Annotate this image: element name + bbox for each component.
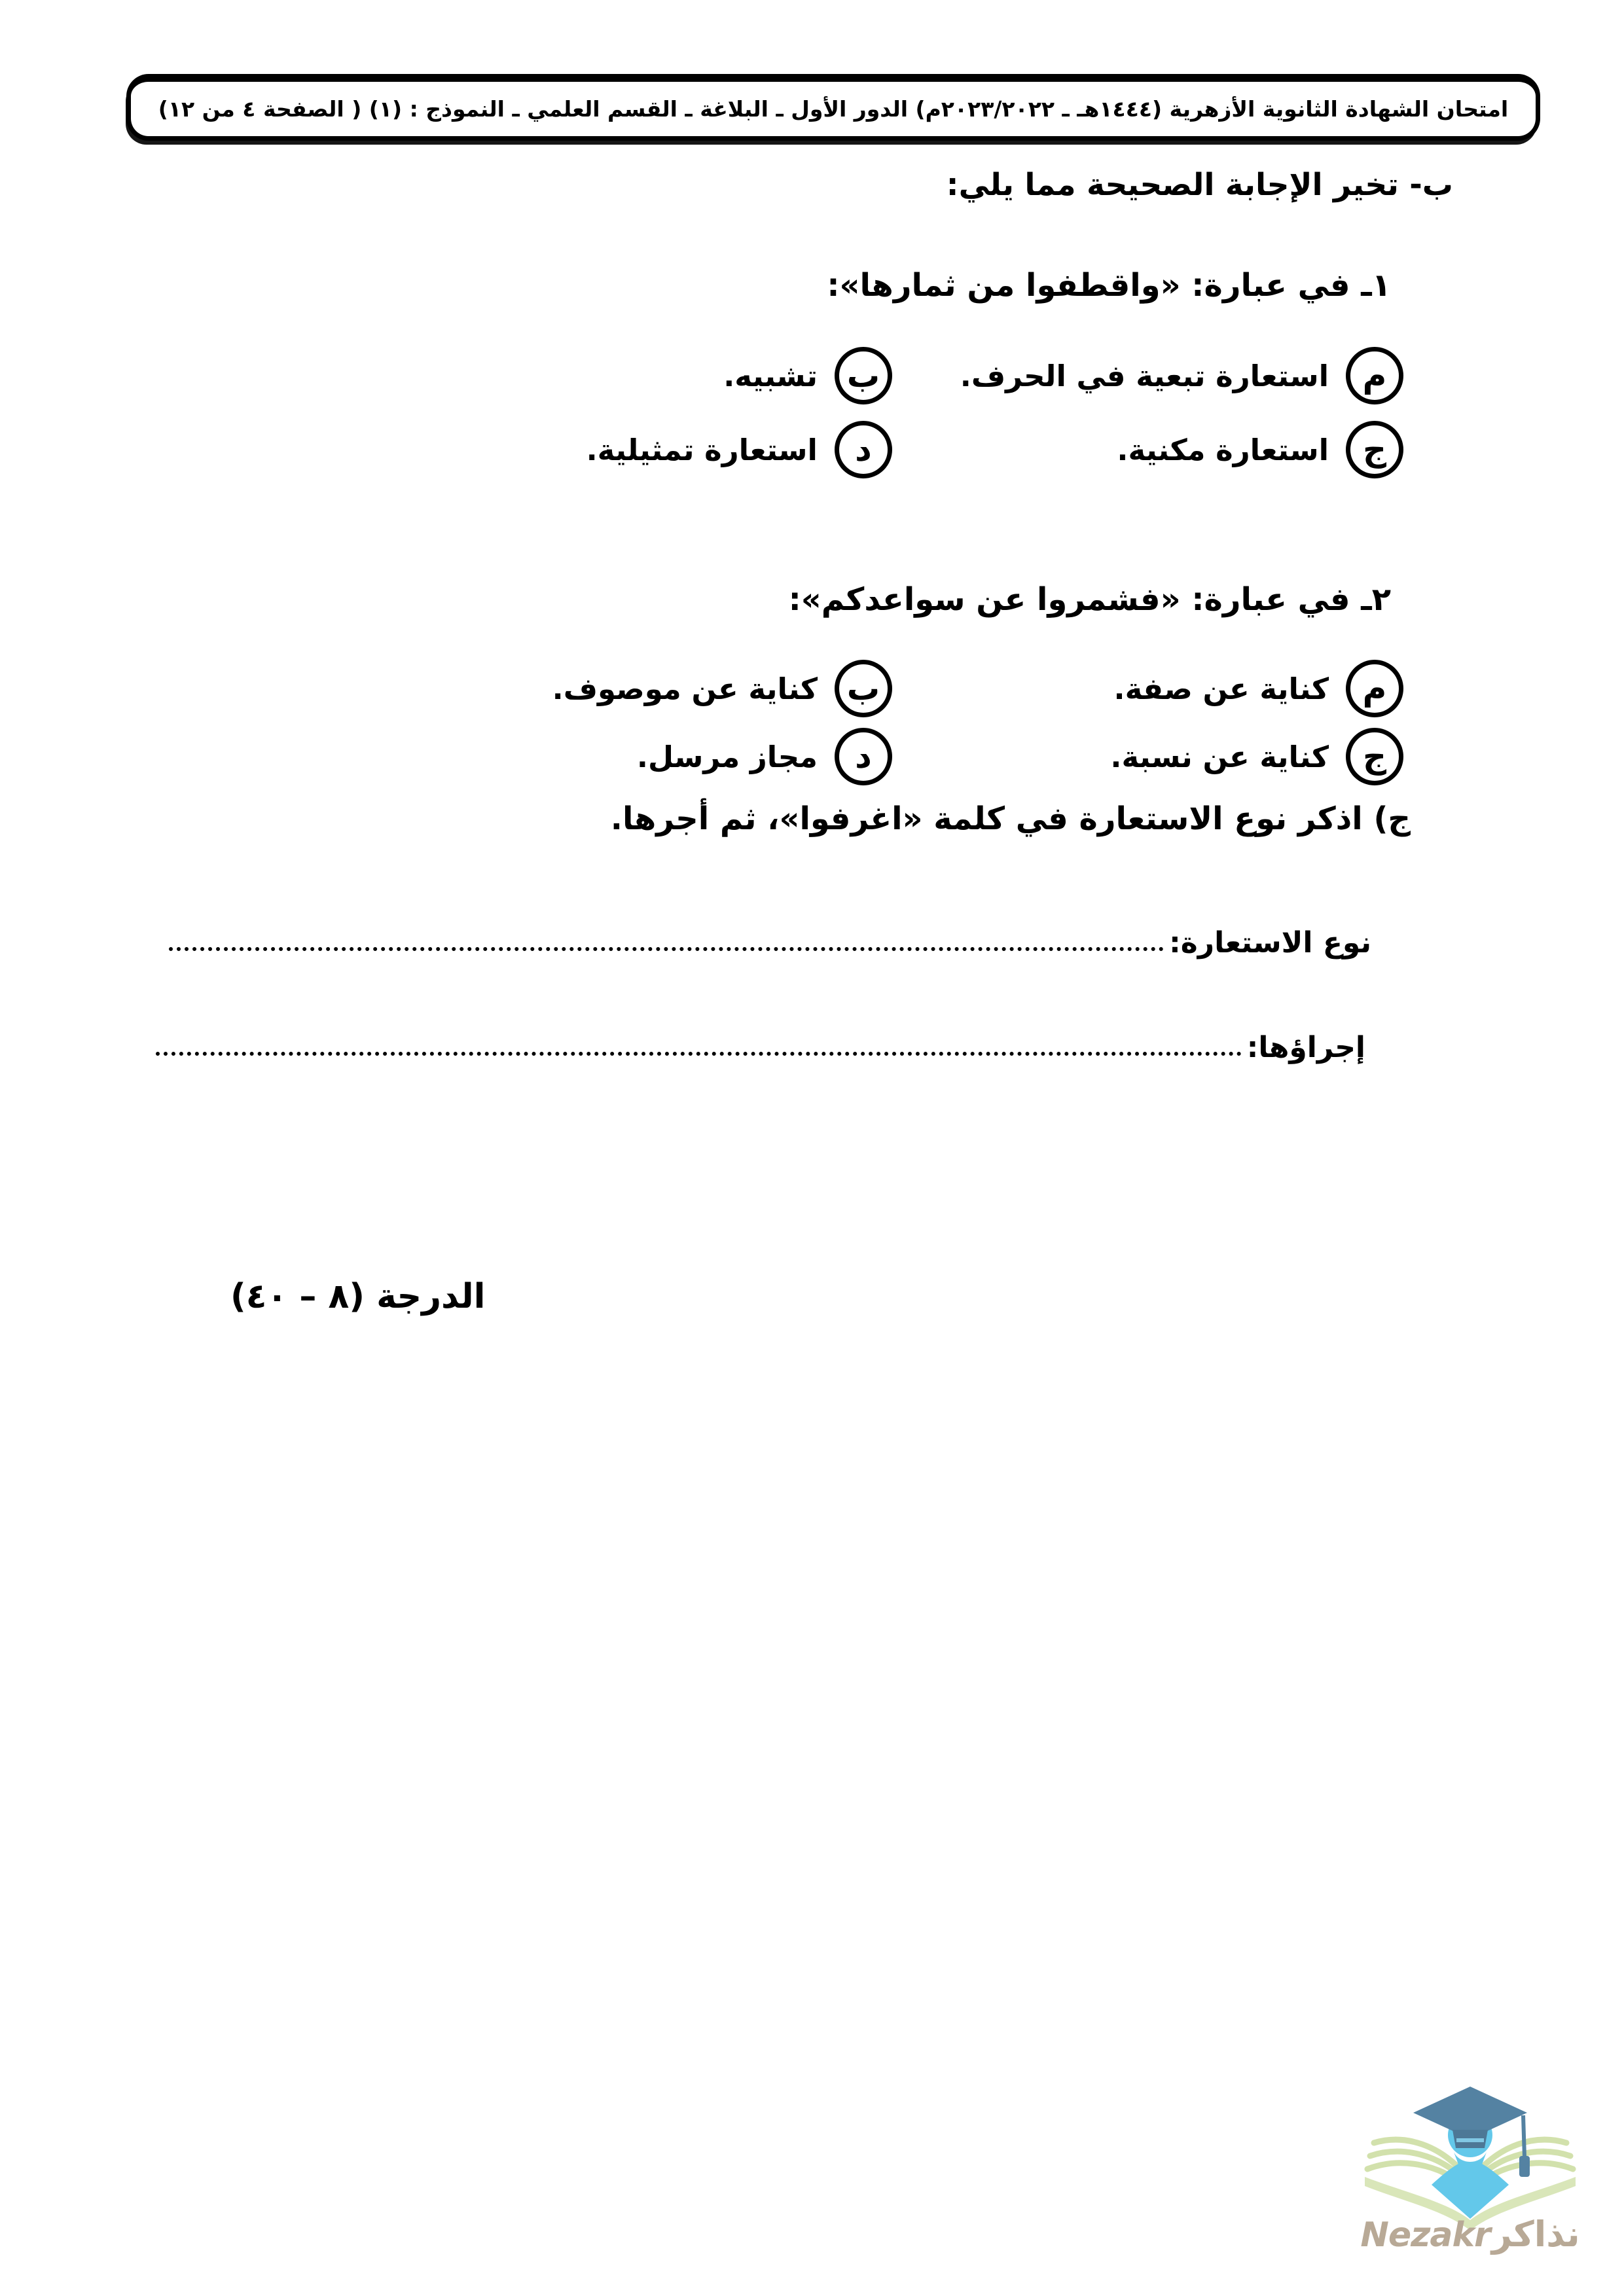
answer-label-ejraa: إجراؤها: <box>1246 1031 1365 1064</box>
q1-option-a[interactable] <box>960 347 1403 404</box>
q1-option-d-label: استعارة تمثيلية. <box>586 432 818 467</box>
q1-option-b-label: تشبيه. <box>723 358 818 393</box>
question-1-text: ١ـ في عبارة: «واقطفوا من ثمارها»: <box>827 267 1391 304</box>
q1-option-d-letter[interactable]: د <box>835 421 892 478</box>
q2-option-a-letter[interactable]: م <box>1346 660 1403 717</box>
answer-row-ejraa <box>156 1029 1365 1066</box>
q2-option-b-label: كناية عن موصوف. <box>552 671 818 706</box>
q1-option-c-letter[interactable]: ج <box>1346 421 1403 478</box>
exam-header-box <box>126 74 1540 141</box>
q2-option-d-label: مجاز مرسل. <box>636 739 818 774</box>
nezakr-logo <box>1354 2080 1587 2255</box>
answer-blank-ejraa[interactable] <box>156 1052 1242 1056</box>
q1-option-d[interactable] <box>586 421 892 478</box>
nezakr-logo-arabic-text: نذاكر <box>1491 2214 1580 2255</box>
q2-option-d-letter[interactable]: د <box>835 728 892 785</box>
q1-option-c[interactable] <box>1117 421 1403 478</box>
grade-note: الدرجة (٨ – ٤٠) <box>230 1277 486 1316</box>
q2-option-c-label: كناية عن نسبة. <box>1110 739 1329 774</box>
answer-label-estearah-type: نوع الاستعارة: <box>1169 926 1371 960</box>
q1-option-a-label: استعارة تبعية في الحرف. <box>960 358 1329 393</box>
q2-option-d[interactable] <box>637 728 892 785</box>
q2-option-c-letter[interactable]: ج <box>1346 728 1403 785</box>
exam-header-text: امتحان الشهادة الثانوية الأزهرية (١٤٤٤هـ ـ ٢٠٢٣/٢٠٢٢م) الدور الأول ـ البلاغة ـ القسم العلمي ـ النموذج : (١) ( الصفحة ٤ من ١٢) <box>158 96 1509 122</box>
nezakr-logo-latin-text: Nezakr <box>1360 2215 1490 2255</box>
q2-option-a-label: كناية عن صفة. <box>1113 671 1329 706</box>
q1-option-a-letter[interactable]: م <box>1346 347 1403 404</box>
question-2-text: ٢ـ في عبارة: «فشمروا عن سواعدكم»: <box>788 581 1391 618</box>
part-c-prompt: ج) اذكر نوع الاستعارة في كلمة «اغرفوا»، ثم أجرها. <box>610 800 1411 837</box>
q2-option-a[interactable] <box>1114 660 1403 717</box>
section-b-title: ب- تخير الإجابة الصحيحة مما يلي: <box>946 167 1453 203</box>
q1-option-c-label: استعارة مكنية. <box>1117 432 1329 467</box>
answer-row-estearah-type <box>169 924 1371 961</box>
q1-option-b[interactable] <box>723 347 892 404</box>
q2-option-c[interactable] <box>1110 728 1403 785</box>
q1-option-b-letter[interactable]: ب <box>835 347 892 404</box>
q2-option-b[interactable] <box>552 660 892 717</box>
nezakr-logo-wordmark <box>1360 2214 1579 2255</box>
answer-blank-estearah-type[interactable] <box>169 947 1164 951</box>
graduate-student-icon <box>1413 2087 1530 2219</box>
q2-option-b-letter[interactable]: ب <box>835 660 892 717</box>
